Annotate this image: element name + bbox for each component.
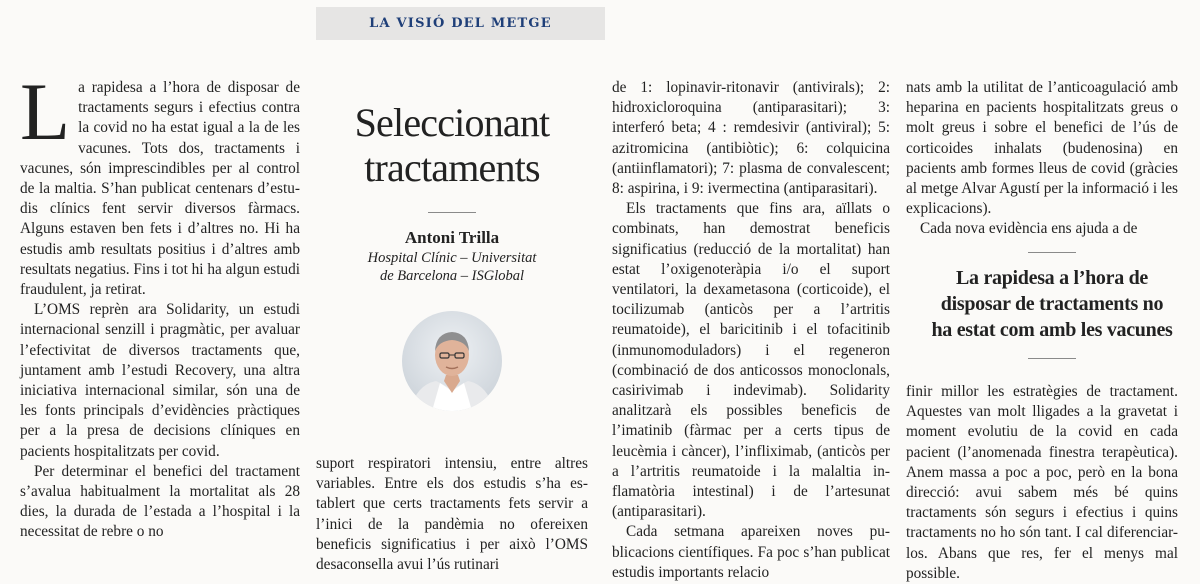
paragraph: Cada nova evidència ens ajuda a de — [920, 220, 1138, 238]
paragraph: Cada setmana apareixen noves publicacions científiques. Fa poc s’han publicat estudis importants relacio — [612, 523, 890, 581]
article-column-4-bottom — [906, 382, 1178, 584]
paragraph: suport respiratori intensiu, entre altres variables. Entre els dos estudis s’ha establert que certs tractaments fets servir a l’inici de la pandèmia no ofereixen beneficis significatius i per això l’OMS desaconsella avui l’ús rutinari — [316, 455, 588, 574]
paragraph: L’OMS reprèn ara Solidarity, un estudi internacional senzill i pragmàtic, per avaluar l’efectivitat de diversos tractaments que, juntament amb l’estudi Recovery, una altra iniciativa internacional similar, són una de les fonts principals d’evidències pràctiques per a la presa de decisions clíniques en pacients hospitalitzats per covid. — [20, 301, 300, 460]
pull-quote-bottom-rule — [1028, 358, 1076, 359]
author-photo — [402, 311, 502, 411]
article-column-3 — [612, 78, 890, 583]
drop-cap: L — [20, 66, 71, 157]
paragraph-text: a rapidesa a l’hora de disposar de tractaments segurs i efectius contra la covid no ha estat igual a la de les vacunes. Tots dos, tractaments i vacunes, són imprescindibles per al control de la maltia. S’han publicat centenars d’estudis clínics fent servir diversos fàrmacs. Alguns estaven ben fets i d’altres no. Hi ha estudis amb resultats positius i d’altres amb resultats negatius. Fins i tot hi ha algun estudi fraudulent, ja retirat. — [20, 79, 300, 299]
author-portrait-icon — [402, 311, 502, 411]
article-column-4-top — [906, 78, 1178, 240]
paragraph: finir millor les estratègies de tractament. Aquestes van molt lligades a la gravetat i moment evolutiu de la covid en cada pacient (l’anomenada finestra terapèutica). Anem massa a poc a poc, però en la bona direcció: avui sabem més bé quins tractaments són segurs i efectius i quins tractaments no ho són tant. I cal diferenciar-los. Abans que res, fer el menys mal possible. — [906, 383, 1178, 582]
paragraph: nats amb la utilitat de l’anticoagulació amb heparina en pacients hospitalitzats greus o molt greus i sobre el benefici de l’ús de corticoides inhalats (budenosina) en pacients amb formes lleus de covid (gràcies al metge Alvar Agustí per la informació i les explicacions). — [906, 79, 1178, 218]
paragraph: Per determinar el benefici del tractament s’avalua habitualment la mortalitat als 28 dies, la durada de l’estada a l’hospital i la necessitat de rebre o no — [20, 462, 300, 541]
section-banner — [316, 7, 605, 40]
article-headline — [316, 100, 588, 190]
paragraph: Els tractaments que fins ara, aïllats o combinats, han demostrat beneficis significatius (reducció de la mortalitat) han estat l’oxigenoteràpia i/o el suport ventilatori, la dexametasona (corticoide), el tocilizumab (anticòs per a l’artritis reumatoide), el baricitinib i el tofacitinib (inmunomoduladors) i el regeneron (combinació de dos anticossos monoclonals, casirivimab i indevimab). Solidarity analitzarà els possibles beneficis de l’imatinib (fàrmac per a certs tipus de leucèmia i càncer), l’infliximab, (anticòs per a l’artritis reumatoide i la malaltia inflamatòria intestinal) i de l’artesunat (antiparasitari). — [612, 200, 890, 521]
author-name: Antoni Trilla — [404, 228, 500, 247]
author-affiliation-line-1: Hospital Clínic – Universitat — [367, 250, 537, 266]
article-column-2 — [316, 454, 588, 575]
pull-quote-line-1: La rapidesa a l’hora de — [956, 267, 1148, 289]
pull-quote-line-3: ha estat com amb les vacunes — [931, 319, 1173, 341]
author-affiliation-line-2: de Barcelona – ISGlobal — [379, 268, 525, 284]
paragraph: de 1: lopinavir-ritonavir (antivirals); 2: hidroxicloroquina (antiparasitari); 3: interferó beta; 4 : remdesivir (antiviral); 5: azitromicina (antibiòtic); 6: colquicina (antiinflamatori); 7: plasma de convalescent; 8: aspirina, i 9: ivermectina (antiparasitari). — [612, 79, 890, 198]
headline-line-1: Seleccionant — [354, 100, 550, 145]
section-label: LA VISIÓ DEL METGE — [369, 16, 552, 31]
headline-divider — [428, 212, 476, 213]
author-block — [316, 227, 588, 285]
pull-quote — [918, 265, 1186, 343]
headline-line-2: tractaments — [364, 145, 540, 190]
pull-quote-line-2: disposar de tractaments no — [940, 293, 1164, 315]
article-column-1 — [20, 66, 300, 543]
paragraph — [20, 66, 300, 300]
pull-quote-top-rule — [1028, 252, 1076, 253]
